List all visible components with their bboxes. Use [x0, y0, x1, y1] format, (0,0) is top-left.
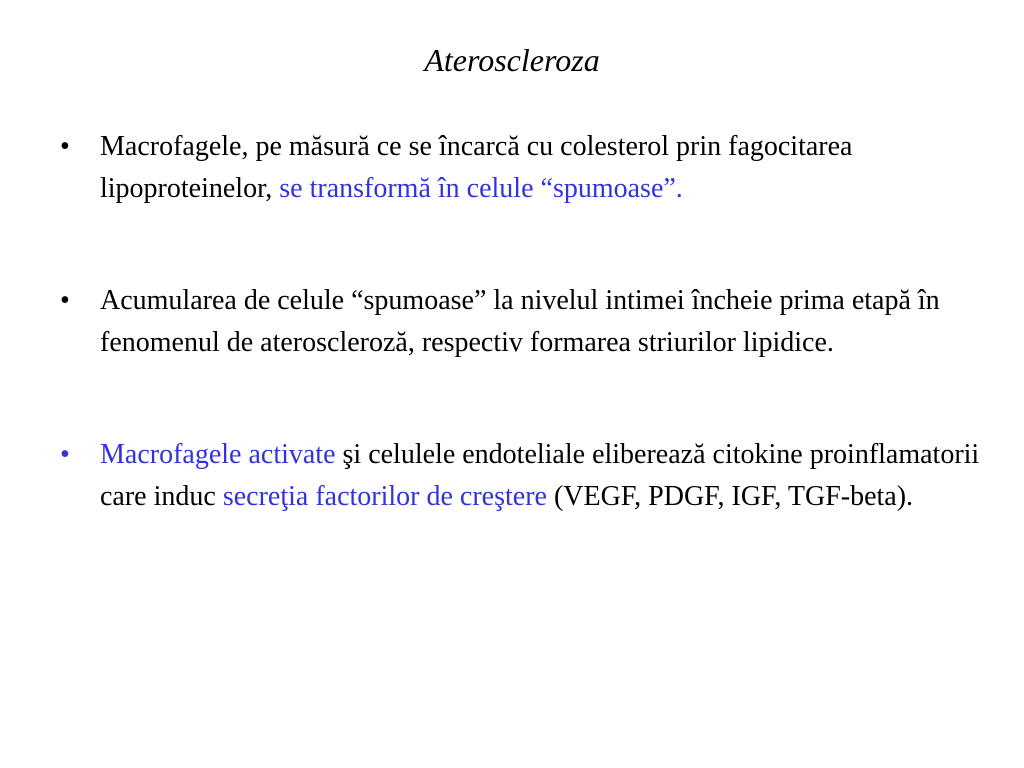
bullet-marker: • — [60, 285, 70, 316]
bullet-highlight-segment: Macrofagele activate — [100, 439, 336, 470]
bullet-list — [60, 126, 980, 518]
bullet-text-segment: şi celulele endoteliale eliberează citokine proinflamatorii care induc — [100, 439, 980, 512]
bullet-highlight-segment: se transformă în celule “spumoase”. — [279, 173, 683, 204]
bullet-text-segment: (VEGF, PDGF, IGF, TGF-beta). — [546, 481, 914, 512]
bullet-text-segment: Macrofagele, pe măsură ce se încarcă cu colesterol prin fagocitarea lipoproteinelor, — [100, 131, 853, 204]
bullet-text-segment: Acumularea de celule “spumoase” la nivelul intimei încheie prima etapă în fenomenul de ateroscleroză, respectiv formarea striurilor lipidice. — [100, 285, 940, 358]
bullet-item-3 — [60, 434, 980, 518]
slide-title: Ateroscleroza — [424, 42, 600, 78]
bullet-marker: • — [60, 131, 70, 162]
bullet-marker: • — [60, 439, 70, 470]
bullet-item-2 — [60, 280, 980, 364]
bullet-highlight-segment: secreţia factorilor de creştere — [222, 481, 547, 512]
bullet-item-1 — [60, 126, 980, 210]
